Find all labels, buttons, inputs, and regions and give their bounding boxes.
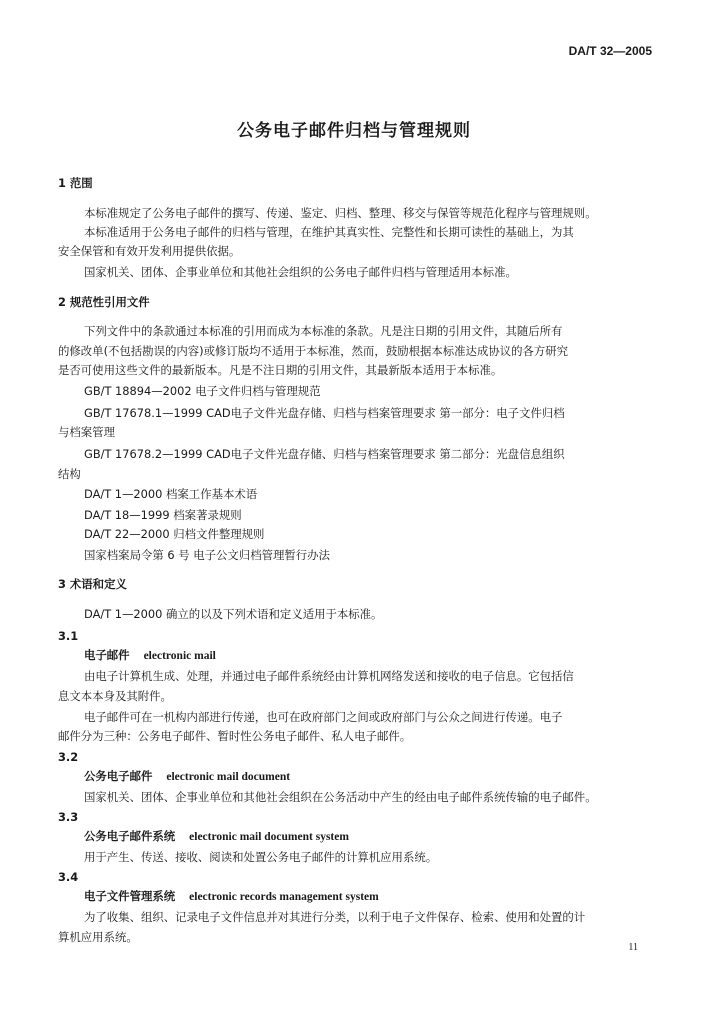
reference-item: 结构 [58,467,81,481]
section-3-intro: DA/T 1—2000 确立的以及下列术语和定义适用于本标准。 [84,607,383,621]
term-definition: 为了收集、组织、记录电子文件信息并对其进行分类，以利于电子文件保存、检索、使用和处置的计 [84,910,586,924]
term-number: 3.4 [58,870,79,884]
term-number: 3.2 [58,750,79,764]
reference-item: DA/T 1—2000 档案工作基本术语 [84,487,258,501]
reference-item: GB/T 18894—2002 电子文件归档与管理规范 [84,384,321,398]
reference-item: DA/T 18—1999 档案著录规则 [84,508,242,522]
term-heading [84,888,379,905]
reference-item: 与档案管理 [58,425,115,439]
term-zh: 电子文件管理系统 [84,889,176,903]
reference-item: GB/T 17678.2—1999 CAD电子文件光盘存储、归档与档案管理要求 第二部分：光盘信息组织 [84,447,565,461]
term-en: electronic records management system [189,891,379,903]
section-3-heading: 3 术语和定义 [58,577,127,591]
term-heading [84,647,216,664]
reference-item: 国家档案局令第 6 号 电子公文归档管理暂行办法 [84,548,330,562]
standard-code: DA/T 32—2005 [568,44,652,58]
term-heading [84,828,349,845]
section-1-paragraph: 本标准适用于公务电子邮件的归档与管理，在维护其真实性、完整性和长期可读性的基础上，为其 [84,225,574,239]
term-definition: 息文本本身及其附件。 [58,689,172,703]
page-number: 11 [628,942,638,953]
term-definition: 用于产生、传送、接收、阅读和处置公务电子邮件的计算机应用系统。 [84,850,438,864]
term-definition: 电子邮件可在一机构内部进行传递，也可在政府部门之间或政府部门与公众之间进行传递。电子 [84,710,563,724]
term-definition: 邮件分为三种：公务电子邮件、暂时性公务电子邮件、私人电子邮件。 [58,729,412,743]
section-1-paragraph: 本标准规定了公务电子邮件的撰写、传递、鉴定、归档、整理、移交与保管等规范化程序与管理规则。 [84,206,597,220]
section-1-paragraph: 国家机关、团体、企事业单位和其他社会组织的公务电子邮件归档与管理适用本标准。 [84,265,517,279]
document-title: 公务电子邮件归档与管理规则 [237,121,471,141]
term-zh: 公务电子邮件 [84,769,153,783]
section-2-heading: 2 规范性引用文件 [58,295,150,309]
section-2-paragraph: 下列文件中的条款通过本标准的引用而成为本标准的条款。凡是注日期的引用文件，其随后所有 [84,324,563,338]
section-2-paragraph: 是否可使用这些文件的最新版本。凡是不注日期的引用文件，其最新版本适用于本标准。 [58,363,503,377]
term-number: 3.3 [58,810,79,824]
section-1-paragraph: 安全保管和有效开发利用提供依据。 [58,244,241,258]
section-2-paragraph: 的修改单(不包括勘误的内容)或修订版均不适用于本标准，然而，鼓励根据本标准达成协议的各方研究 [58,344,569,358]
term-definition: 算机应用系统。 [58,930,138,944]
term-en: electronic mail document [166,771,291,783]
term-definition: 由电子计算机生成、处理，并通过电子邮件系统经由计算机网络发送和接收的电子信息。它包括信 [84,669,574,683]
term-en: electronic mail [143,650,216,662]
term-zh: 电子邮件 [84,648,130,662]
term-heading [84,768,290,785]
reference-item: DA/T 22—2000 归档文件整理规则 [84,527,265,541]
term-en: electronic mail document system [189,831,349,843]
term-number: 3.1 [58,629,79,643]
section-1-heading: 1 范围 [58,176,93,190]
term-definition: 国家机关、团体、企事业单位和其他社会组织在公务活动中产生的经由电子邮件系统传输的电子邮件。 [84,790,597,804]
reference-item: GB/T 17678.1—1999 CAD电子文件光盘存储、归档与档案管理要求 第一部分：电子文件归档 [84,406,565,420]
term-zh: 公务电子邮件系统 [84,829,176,843]
